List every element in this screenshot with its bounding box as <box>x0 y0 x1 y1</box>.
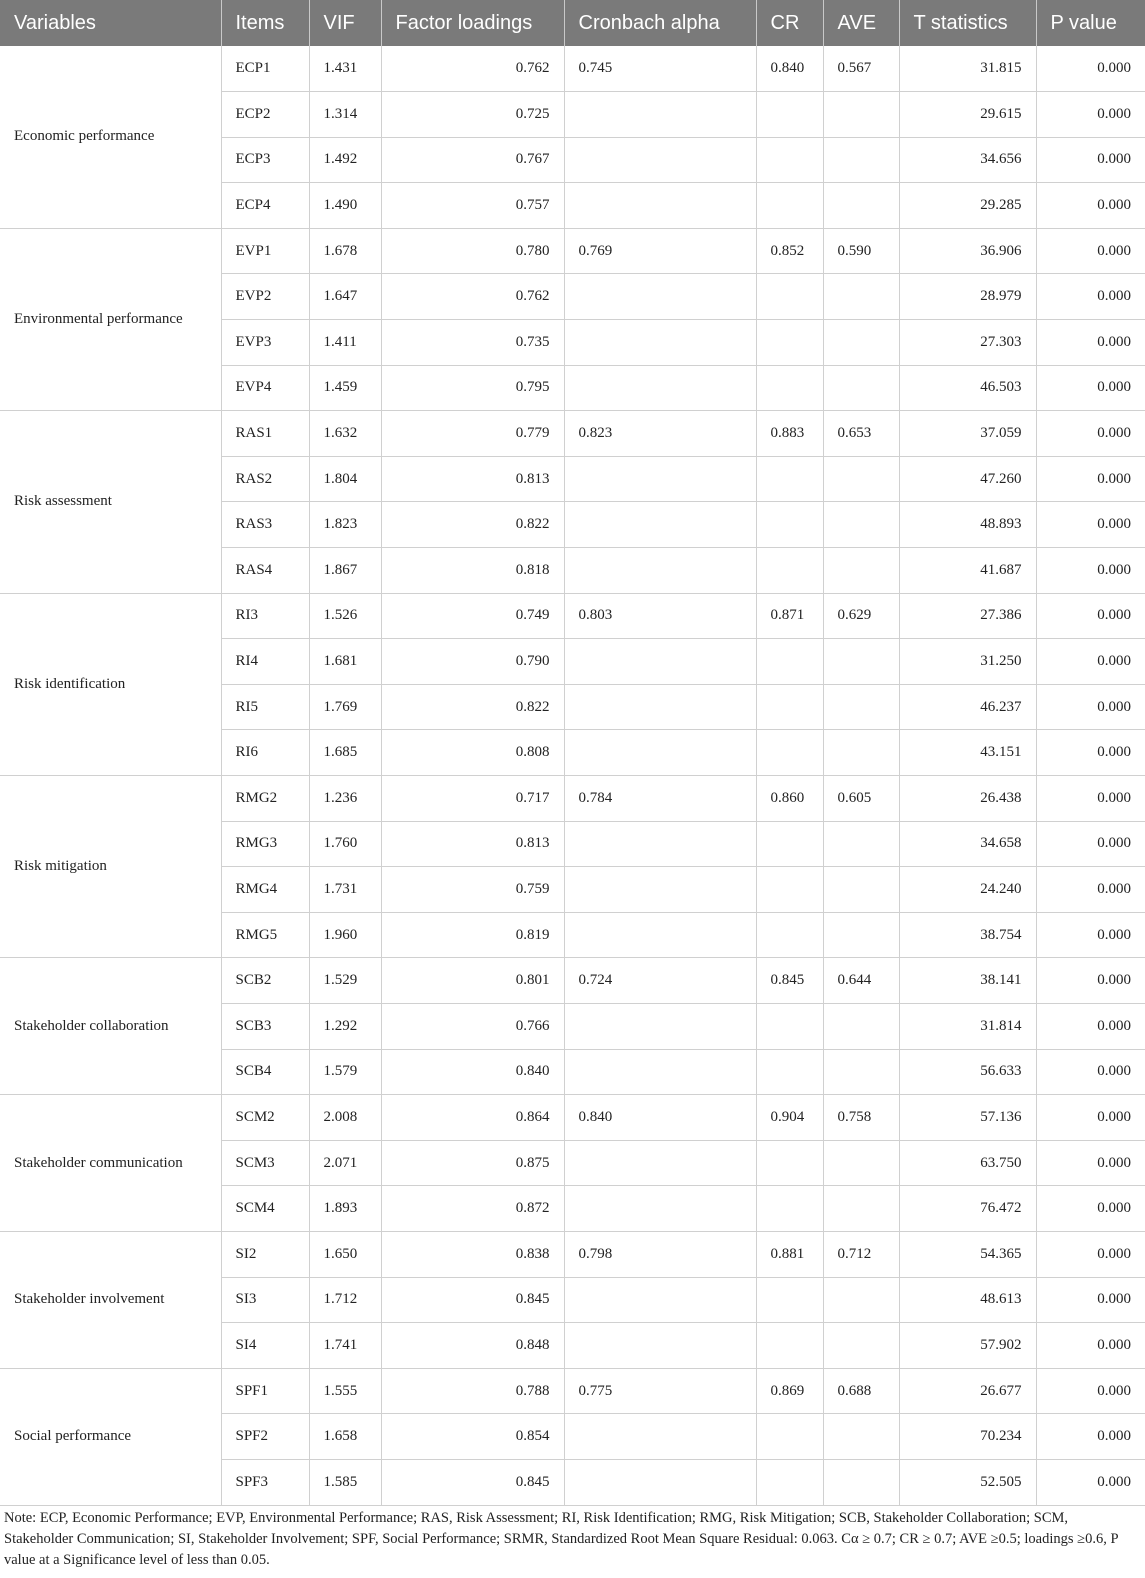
t-statistic-cell: 46.503 <box>899 365 1036 411</box>
p-value-cell: 0.000 <box>1036 1323 1145 1369</box>
alpha-cell <box>564 1049 756 1095</box>
cr-cell <box>756 639 823 685</box>
header-t-statistics: T statistics <box>899 0 1036 46</box>
p-value-cell: 0.000 <box>1036 228 1145 274</box>
alpha-cell <box>564 912 756 958</box>
t-statistic-cell: 46.237 <box>899 684 1036 730</box>
ave-cell <box>823 365 899 411</box>
t-statistic-cell: 57.902 <box>899 1323 1036 1369</box>
item-cell: SCM2 <box>221 1095 309 1141</box>
t-statistic-cell: 28.979 <box>899 274 1036 320</box>
item-cell: SCM4 <box>221 1186 309 1232</box>
loading-cell: 0.845 <box>381 1277 564 1323</box>
vif-cell: 1.650 <box>309 1231 381 1277</box>
cr-cell <box>756 137 823 183</box>
alpha-cell: 0.784 <box>564 776 756 822</box>
ave-cell <box>823 1323 899 1369</box>
vif-cell: 1.658 <box>309 1414 381 1460</box>
cr-cell <box>756 1140 823 1186</box>
table-row <box>0 1368 1145 1414</box>
vif-cell: 1.431 <box>309 46 381 92</box>
p-value-cell: 0.000 <box>1036 776 1145 822</box>
ave-cell <box>823 639 899 685</box>
p-value-cell: 0.000 <box>1036 912 1145 958</box>
loading-cell: 0.819 <box>381 912 564 958</box>
alpha-cell <box>564 684 756 730</box>
ave-cell: 0.629 <box>823 593 899 639</box>
p-value-cell: 0.000 <box>1036 274 1145 320</box>
t-statistic-cell: 43.151 <box>899 730 1036 776</box>
p-value-cell: 0.000 <box>1036 1003 1145 1049</box>
ave-cell <box>823 1277 899 1323</box>
loading-cell: 0.762 <box>381 46 564 92</box>
t-statistic-cell: 37.059 <box>899 411 1036 457</box>
cr-cell <box>756 684 823 730</box>
item-cell: RI6 <box>221 730 309 776</box>
loading-cell: 0.725 <box>381 92 564 138</box>
p-value-cell: 0.000 <box>1036 867 1145 913</box>
variable-cell: Stakeholder communication <box>0 1095 221 1232</box>
ave-cell <box>823 274 899 320</box>
item-cell: SCB3 <box>221 1003 309 1049</box>
t-statistic-cell: 48.613 <box>899 1277 1036 1323</box>
ave-cell <box>823 320 899 366</box>
loading-cell: 0.854 <box>381 1414 564 1460</box>
alpha-cell: 0.745 <box>564 46 756 92</box>
p-value-cell: 0.000 <box>1036 502 1145 548</box>
header-ave: AVE <box>823 0 899 46</box>
cr-cell <box>756 821 823 867</box>
cr-cell: 0.852 <box>756 228 823 274</box>
cr-cell: 0.845 <box>756 958 823 1004</box>
p-value-cell: 0.000 <box>1036 548 1145 594</box>
cr-cell <box>756 1459 823 1505</box>
vif-cell: 1.411 <box>309 320 381 366</box>
p-value-cell: 0.000 <box>1036 1368 1145 1414</box>
loading-cell: 0.790 <box>381 639 564 685</box>
loading-cell: 0.822 <box>381 684 564 730</box>
variable-cell: Environmental performance <box>0 228 221 410</box>
cr-cell <box>756 1049 823 1095</box>
alpha-cell: 0.803 <box>564 593 756 639</box>
item-cell: ECP1 <box>221 46 309 92</box>
item-cell: RI4 <box>221 639 309 685</box>
ave-cell <box>823 92 899 138</box>
table-row <box>0 593 1145 639</box>
table-row <box>0 776 1145 822</box>
loading-cell: 0.813 <box>381 821 564 867</box>
cr-cell <box>756 730 823 776</box>
t-statistic-cell: 70.234 <box>899 1414 1036 1460</box>
item-cell: RAS3 <box>221 502 309 548</box>
variable-cell: Stakeholder involvement <box>0 1231 221 1368</box>
vif-cell: 1.769 <box>309 684 381 730</box>
alpha-cell: 0.840 <box>564 1095 756 1141</box>
cr-cell <box>756 502 823 548</box>
t-statistic-cell: 31.250 <box>899 639 1036 685</box>
item-cell: SI4 <box>221 1323 309 1369</box>
item-cell: RI5 <box>221 684 309 730</box>
vif-cell: 1.867 <box>309 548 381 594</box>
header-cronbach-alpha: Cronbach alpha <box>564 0 756 46</box>
vif-cell: 2.071 <box>309 1140 381 1186</box>
p-value-cell: 0.000 <box>1036 593 1145 639</box>
item-cell: RMG5 <box>221 912 309 958</box>
t-statistic-cell: 38.141 <box>899 958 1036 1004</box>
alpha-cell <box>564 1003 756 1049</box>
p-value-cell: 0.000 <box>1036 730 1145 776</box>
loading-cell: 0.845 <box>381 1459 564 1505</box>
loading-cell: 0.735 <box>381 320 564 366</box>
loading-cell: 0.840 <box>381 1049 564 1095</box>
header-vif: VIF <box>309 0 381 46</box>
table-footnote: Note: ECP, Economic Performance; EVP, Environmental Performance; RAS, Risk Assessment; RI, Risk Identification; RMG, Risk Mitigation; SCB, Stakeholder Collaboration; SCM, Stakeholder Communication; SI, Stakeholder Involvement; SPF, Social Performance; SRMR, Standardized Root Mean Square Residual: 0.063. Cα ≥ 0.7; CR ≥ 0.7; AVE ≥0.5; loadings ≥0.6, P value at a Significance level of less than 0.05. <box>4 1510 1119 1568</box>
cr-cell: 0.860 <box>756 776 823 822</box>
vif-cell: 1.490 <box>309 183 381 229</box>
vif-cell: 1.555 <box>309 1368 381 1414</box>
ave-cell <box>823 456 899 502</box>
ave-cell: 0.688 <box>823 1368 899 1414</box>
t-statistic-cell: 27.303 <box>899 320 1036 366</box>
vif-cell: 1.647 <box>309 274 381 320</box>
ave-cell: 0.605 <box>823 776 899 822</box>
variable-cell: Risk mitigation <box>0 776 221 958</box>
cr-cell <box>756 92 823 138</box>
item-cell: RAS4 <box>221 548 309 594</box>
item-cell: RAS2 <box>221 456 309 502</box>
cr-cell <box>756 1277 823 1323</box>
t-statistic-cell: 31.815 <box>899 46 1036 92</box>
p-value-cell: 0.000 <box>1036 365 1145 411</box>
ave-cell <box>823 1140 899 1186</box>
item-cell: RMG2 <box>221 776 309 822</box>
item-cell: SCB2 <box>221 958 309 1004</box>
alpha-cell <box>564 1140 756 1186</box>
loading-cell: 0.875 <box>381 1140 564 1186</box>
t-statistic-cell: 24.240 <box>899 867 1036 913</box>
t-statistic-cell: 47.260 <box>899 456 1036 502</box>
p-value-cell: 0.000 <box>1036 1277 1145 1323</box>
loading-cell: 0.749 <box>381 593 564 639</box>
cr-cell: 0.840 <box>756 46 823 92</box>
ave-cell <box>823 867 899 913</box>
loading-cell: 0.864 <box>381 1095 564 1141</box>
t-statistic-cell: 52.505 <box>899 1459 1036 1505</box>
alpha-cell <box>564 365 756 411</box>
alpha-cell: 0.823 <box>564 411 756 457</box>
alpha-cell <box>564 183 756 229</box>
vif-cell: 1.685 <box>309 730 381 776</box>
p-value-cell: 0.000 <box>1036 456 1145 502</box>
header-factor-loadings: Factor loadings <box>381 0 564 46</box>
loading-cell: 0.766 <box>381 1003 564 1049</box>
ave-cell: 0.758 <box>823 1095 899 1141</box>
cr-cell <box>756 456 823 502</box>
table-row <box>0 1231 1145 1277</box>
vif-cell: 1.731 <box>309 867 381 913</box>
p-value-cell: 0.000 <box>1036 183 1145 229</box>
ave-cell <box>823 821 899 867</box>
t-statistic-cell: 34.658 <box>899 821 1036 867</box>
loading-cell: 0.762 <box>381 274 564 320</box>
loading-cell: 0.780 <box>381 228 564 274</box>
alpha-cell <box>564 92 756 138</box>
header-items: Items <box>221 0 309 46</box>
p-value-cell: 0.000 <box>1036 1095 1145 1141</box>
loading-cell: 0.795 <box>381 365 564 411</box>
loading-cell: 0.788 <box>381 1368 564 1414</box>
item-cell: ECP3 <box>221 137 309 183</box>
t-statistic-cell: 29.615 <box>899 92 1036 138</box>
ave-cell: 0.590 <box>823 228 899 274</box>
p-value-cell: 0.000 <box>1036 46 1145 92</box>
table-row <box>0 958 1145 1004</box>
ave-cell <box>823 183 899 229</box>
loading-cell: 0.822 <box>381 502 564 548</box>
vif-cell: 1.712 <box>309 1277 381 1323</box>
p-value-cell: 0.000 <box>1036 1459 1145 1505</box>
alpha-cell <box>564 1459 756 1505</box>
header-row <box>0 0 1145 46</box>
loading-cell: 0.757 <box>381 183 564 229</box>
p-value-cell: 0.000 <box>1036 320 1145 366</box>
vif-cell: 1.823 <box>309 502 381 548</box>
p-value-cell: 0.000 <box>1036 1049 1145 1095</box>
t-statistic-cell: 34.656 <box>899 137 1036 183</box>
item-cell: EVP4 <box>221 365 309 411</box>
item-cell: SPF1 <box>221 1368 309 1414</box>
cr-cell <box>756 1414 823 1460</box>
table-row <box>0 228 1145 274</box>
variable-cell: Social performance <box>0 1368 221 1505</box>
table-row <box>0 1095 1145 1141</box>
item-cell: RAS1 <box>221 411 309 457</box>
alpha-cell <box>564 320 756 366</box>
t-statistic-cell: 76.472 <box>899 1186 1036 1232</box>
ave-cell <box>823 730 899 776</box>
item-cell: EVP2 <box>221 274 309 320</box>
cr-cell: 0.871 <box>756 593 823 639</box>
t-statistic-cell: 26.438 <box>899 776 1036 822</box>
loading-cell: 0.808 <box>381 730 564 776</box>
header-variables: Variables <box>0 0 221 46</box>
p-value-cell: 0.000 <box>1036 1140 1145 1186</box>
item-cell: RMG3 <box>221 821 309 867</box>
item-cell: EVP1 <box>221 228 309 274</box>
t-statistic-cell: 63.750 <box>899 1140 1036 1186</box>
ave-cell: 0.653 <box>823 411 899 457</box>
cr-cell: 0.883 <box>756 411 823 457</box>
t-statistic-cell: 31.814 <box>899 1003 1036 1049</box>
ave-cell <box>823 137 899 183</box>
vif-cell: 1.579 <box>309 1049 381 1095</box>
loading-cell: 0.818 <box>381 548 564 594</box>
vif-cell: 1.292 <box>309 1003 381 1049</box>
cr-cell <box>756 365 823 411</box>
alpha-cell <box>564 548 756 594</box>
variable-cell: Risk identification <box>0 593 221 775</box>
loading-cell: 0.759 <box>381 867 564 913</box>
ave-cell <box>823 502 899 548</box>
t-statistic-cell: 48.893 <box>899 502 1036 548</box>
p-value-cell: 0.000 <box>1036 92 1145 138</box>
p-value-cell: 0.000 <box>1036 958 1145 1004</box>
vif-cell: 1.314 <box>309 92 381 138</box>
cr-cell: 0.904 <box>756 1095 823 1141</box>
alpha-cell <box>564 639 756 685</box>
p-value-cell: 0.000 <box>1036 684 1145 730</box>
t-statistic-cell: 57.136 <box>899 1095 1036 1141</box>
header-cr: CR <box>756 0 823 46</box>
alpha-cell: 0.775 <box>564 1368 756 1414</box>
loading-cell: 0.717 <box>381 776 564 822</box>
cr-cell <box>756 320 823 366</box>
table-body <box>0 46 1145 1505</box>
cr-cell <box>756 183 823 229</box>
variable-cell: Risk assessment <box>0 411 221 593</box>
ave-cell <box>823 1186 899 1232</box>
vif-cell: 1.741 <box>309 1323 381 1369</box>
p-value-cell: 0.000 <box>1036 1231 1145 1277</box>
loading-cell: 0.872 <box>381 1186 564 1232</box>
header-p-value: P value <box>1036 0 1145 46</box>
alpha-cell <box>564 867 756 913</box>
ave-cell: 0.567 <box>823 46 899 92</box>
cr-cell <box>756 1323 823 1369</box>
alpha-cell <box>564 1414 756 1460</box>
cr-cell <box>756 548 823 594</box>
ave-cell <box>823 684 899 730</box>
alpha-cell <box>564 1323 756 1369</box>
loading-cell: 0.779 <box>381 411 564 457</box>
t-statistic-cell: 54.365 <box>899 1231 1036 1277</box>
item-cell: RI3 <box>221 593 309 639</box>
vif-cell: 1.585 <box>309 1459 381 1505</box>
ave-cell <box>823 912 899 958</box>
loading-cell: 0.813 <box>381 456 564 502</box>
vif-cell: 1.459 <box>309 365 381 411</box>
t-statistic-cell: 38.754 <box>899 912 1036 958</box>
vif-cell: 2.008 <box>309 1095 381 1141</box>
alpha-cell <box>564 137 756 183</box>
variable-cell: Stakeholder collaboration <box>0 958 221 1095</box>
loading-cell: 0.838 <box>381 1231 564 1277</box>
item-cell: RMG4 <box>221 867 309 913</box>
variable-cell: Economic performance <box>0 46 221 228</box>
t-statistic-cell: 56.633 <box>899 1049 1036 1095</box>
alpha-cell <box>564 274 756 320</box>
p-value-cell: 0.000 <box>1036 411 1145 457</box>
alpha-cell <box>564 502 756 548</box>
alpha-cell <box>564 1277 756 1323</box>
loading-cell: 0.848 <box>381 1323 564 1369</box>
p-value-cell: 0.000 <box>1036 1414 1145 1460</box>
t-statistic-cell: 26.677 <box>899 1368 1036 1414</box>
item-cell: SCB4 <box>221 1049 309 1095</box>
ave-cell <box>823 1049 899 1095</box>
cr-cell: 0.869 <box>756 1368 823 1414</box>
vif-cell: 1.526 <box>309 593 381 639</box>
ave-cell: 0.712 <box>823 1231 899 1277</box>
vif-cell: 1.236 <box>309 776 381 822</box>
ave-cell <box>823 1003 899 1049</box>
alpha-cell <box>564 1186 756 1232</box>
alpha-cell <box>564 730 756 776</box>
ave-cell <box>823 548 899 594</box>
alpha-cell: 0.769 <box>564 228 756 274</box>
item-cell: SI3 <box>221 1277 309 1323</box>
loading-cell: 0.801 <box>381 958 564 1004</box>
vif-cell: 1.492 <box>309 137 381 183</box>
vif-cell: 1.804 <box>309 456 381 502</box>
alpha-cell: 0.798 <box>564 1231 756 1277</box>
p-value-cell: 0.000 <box>1036 1186 1145 1232</box>
vif-cell: 1.960 <box>309 912 381 958</box>
table-row <box>0 411 1145 457</box>
p-value-cell: 0.000 <box>1036 821 1145 867</box>
vif-cell: 1.529 <box>309 958 381 1004</box>
item-cell: SI2 <box>221 1231 309 1277</box>
ave-cell <box>823 1414 899 1460</box>
ave-cell <box>823 1459 899 1505</box>
cr-cell <box>756 274 823 320</box>
p-value-cell: 0.000 <box>1036 639 1145 685</box>
item-cell: EVP3 <box>221 320 309 366</box>
alpha-cell: 0.724 <box>564 958 756 1004</box>
cr-cell <box>756 912 823 958</box>
item-cell: SPF2 <box>221 1414 309 1460</box>
item-cell: SCM3 <box>221 1140 309 1186</box>
vif-cell: 1.678 <box>309 228 381 274</box>
alpha-cell <box>564 456 756 502</box>
vif-cell: 1.632 <box>309 411 381 457</box>
vif-cell: 1.893 <box>309 1186 381 1232</box>
t-statistic-cell: 41.687 <box>899 548 1036 594</box>
item-cell: SPF3 <box>221 1459 309 1505</box>
cr-cell <box>756 1003 823 1049</box>
p-value-cell: 0.000 <box>1036 137 1145 183</box>
t-statistic-cell: 27.386 <box>899 593 1036 639</box>
t-statistic-cell: 29.285 <box>899 183 1036 229</box>
cr-cell <box>756 867 823 913</box>
item-cell: ECP4 <box>221 183 309 229</box>
cr-cell: 0.881 <box>756 1231 823 1277</box>
t-statistic-cell: 36.906 <box>899 228 1036 274</box>
table-row <box>0 46 1145 92</box>
loading-cell: 0.767 <box>381 137 564 183</box>
cr-cell <box>756 1186 823 1232</box>
vif-cell: 1.760 <box>309 821 381 867</box>
vif-cell: 1.681 <box>309 639 381 685</box>
ave-cell: 0.644 <box>823 958 899 1004</box>
alpha-cell <box>564 821 756 867</box>
item-cell: ECP2 <box>221 92 309 138</box>
